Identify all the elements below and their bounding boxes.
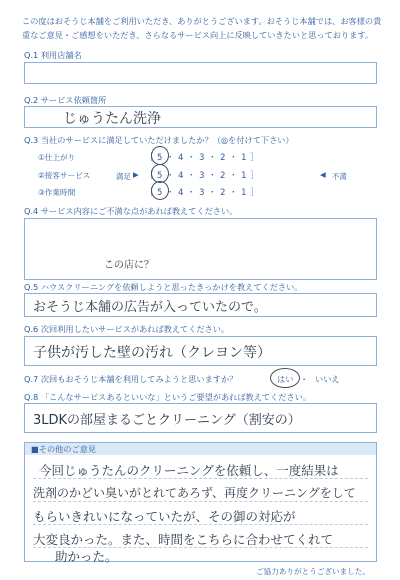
ruled-line (33, 501, 368, 502)
q3-item-finish-selected-circle (151, 146, 169, 165)
q4-answer-box[interactable] (24, 218, 377, 280)
q8-answer-box[interactable] (24, 403, 377, 433)
q3-item-service-scale[interactable]: ［ 5 ・ 4 ・ 3 ・ 2 ・ 1 ］ (145, 170, 260, 180)
q3-item-service-label: ②接客サービス (38, 171, 91, 180)
q7-yes-option[interactable]: はい (277, 374, 294, 384)
q6-answer-box[interactable] (24, 336, 377, 366)
q3-label: Q.3 当社のサービスに満足していただけましたか？（◎を付けて下さい） (24, 135, 294, 145)
q3-item-time-selected-circle (151, 181, 169, 200)
arrow-right-icon: ▶ (133, 170, 139, 179)
q1-answer-box[interactable] (24, 62, 377, 84)
other-comments-label: ■その他のご意見 (31, 444, 97, 454)
q7-no-option[interactable]: いいえ (315, 374, 340, 384)
q6-answer: 子供が汚した壁の汚れ（クレヨン等） (33, 345, 271, 361)
q7-label: Q.7 次回もおそうじ本舗を利用してみようと思いますか？ (24, 374, 238, 384)
q6-label: Q.6 次回利用したいサービスがあれば教えてください。 (24, 324, 230, 334)
q3-item-time-scale[interactable]: ［ 5 ・ 4 ・ 3 ・ 2 ・ 1 ］ (145, 187, 260, 197)
other-comment-line: 大変良かった。また、時間をこちらに合わせてくれて (33, 532, 334, 547)
q3-right-label: 不満 (332, 172, 347, 181)
q7-separator: ・ (300, 374, 309, 384)
q8-answer: 3LDKの部屋まるごとクリーニング（割安の） (33, 413, 301, 428)
other-comment-line: 洗剤のかどい臭いがとれてあろず、再度クリーニングをして (33, 486, 356, 500)
q2-label: Q.2 サービス依頼箇所 (24, 95, 107, 105)
q5-answer: おそうじ本舗の広告が入っていたので。 (33, 300, 267, 315)
q5-answer-box[interactable] (24, 293, 377, 317)
arrow-left-icon: ◀ (320, 170, 326, 179)
q4-label: Q.4 サービス内容にご不満な点があれば教えてください。 (24, 206, 238, 216)
thanks-text: ご協力ありがとうございました。 (256, 567, 370, 576)
other-comments-box[interactable] (24, 442, 377, 562)
q5-label: Q.5 ハウスクリーニングを依頼しようと思ったきっかけを教えてください。 (24, 282, 303, 292)
q3-item-finish-scale[interactable]: ［ 5 ・ 4 ・ 3 ・ 2 ・ 1 ］ (145, 152, 260, 162)
q3-item-time-label: ③作業時間 (38, 188, 76, 197)
q3-item-finish-label: ①仕上がり (38, 153, 76, 162)
q1-label: Q.1 利用店舗名 (24, 50, 82, 60)
q4-answer: この店に？ (104, 260, 154, 271)
other-comment-line: もらいきれいになっていたが、その御の対応が (33, 509, 296, 524)
q3-left-label: 満足 (116, 172, 131, 181)
intro-text: この度はおそうじ本舗をご利用いただき、ありがとうございます。おそうじ本舗では、お客様の貴重なご意見・ご感想をいただき、さらなるサービス向上に反映していきたいと思っております。 (22, 16, 382, 40)
other-comment-line: 今回じゅうたんのクリーニングを依頼し、一度結果は (39, 463, 339, 478)
q8-label: Q.8 「こんなサービスあるといいな」というご要望があれば教えてください。 (24, 392, 312, 402)
other-comment-line: 助かった。 (55, 549, 118, 564)
q2-answer-box[interactable] (24, 106, 377, 128)
q2-answer: じゅうたん洗浄 (63, 111, 161, 127)
q7-selected-circle (270, 368, 300, 388)
